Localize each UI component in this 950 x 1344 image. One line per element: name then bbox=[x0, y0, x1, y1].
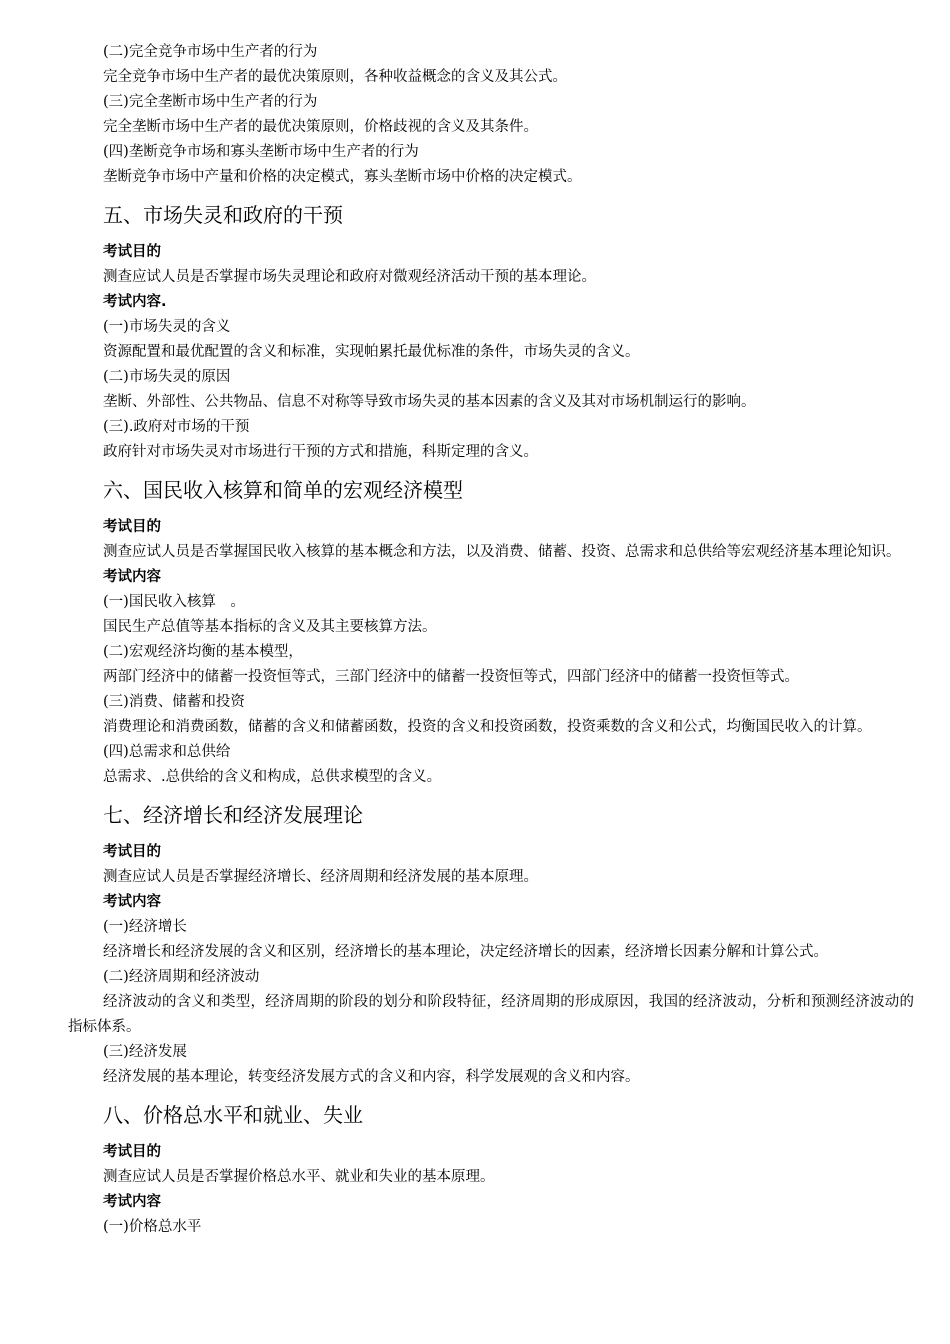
subsection-text: 总需求、.总供给的含义和构成，总供求模型的含义。 bbox=[103, 769, 442, 785]
subsection-text: 资源配置和最优配置的含义和标准，实现帕累托最优标准的条件，市场失灵的含义。 bbox=[103, 344, 640, 360]
subsection-heading: (四)总需求和总供给 bbox=[103, 744, 231, 760]
exam-purpose-text: 测查应试人员是否掌握价格总水平、就业和失业的基本原理。 bbox=[103, 1169, 495, 1185]
subsection-text: 消费理论和消费函数，储蓄的含义和储蓄函数，投资的含义和投资函数，投资乘数的含义和公式，均衡国民收入的计算。 bbox=[103, 719, 872, 735]
subsection-heading: (三)完全垄断市场中生产者的行为 bbox=[103, 94, 318, 110]
subsection-text: 经济波动的含义和类型，经济周期的阶段的划分和阶段特征，经济周期的形成原因，我国的经济波动，分析和预测经济波动的指标体系。 bbox=[68, 994, 914, 1035]
section-title-5: 五、市场失灵和政府的干预 bbox=[103, 203, 343, 227]
subsection-heading: (二)市场失灵的原因 bbox=[103, 369, 231, 385]
subsection-text: 两部门经济中的储蓄一投资恒等式，三部门经济中的储蓄一投资恒等式，四部门经济中的储蓄一投资恒等式。 bbox=[103, 669, 799, 685]
exam-purpose-label: 考试目的 bbox=[103, 1144, 161, 1160]
subsection-text: 完全竞争市场中生产者的最优决策原则，各种收益概念的含义及其公式。 bbox=[103, 69, 567, 85]
subsection-heading: (二)经济周期和经济波动 bbox=[103, 969, 260, 985]
subsection-heading: (三).政府对市场的干预 bbox=[103, 419, 250, 435]
exam-content-label: 考试内容 bbox=[103, 894, 161, 910]
subsection-text: 国民生产总值等基本指标的含义及其主要核算方法。 bbox=[103, 619, 437, 635]
subsection-heading: (二)宏观经济均衡的基本模型， bbox=[103, 644, 303, 660]
subsection-heading: (一)国民收入核算 。 bbox=[103, 594, 245, 610]
exam-purpose-label: 考试目的 bbox=[103, 519, 161, 535]
subsection-text: 完全垄断市场中生产者的最优决策原则，价格歧视的含义及其条件。 bbox=[103, 119, 538, 135]
exam-content-label: 考试内容 bbox=[103, 569, 161, 585]
subsection-heading: (二)完全竞争市场中生产者的行为 bbox=[103, 44, 318, 60]
exam-content-label: 考试内容 bbox=[103, 1194, 161, 1210]
subsection-heading: (一)经济增长 bbox=[103, 919, 187, 935]
subsection-text: 政府针对市场失灵对市场进行干预的方式和措施，科斯定理的含义。 bbox=[103, 444, 538, 460]
exam-purpose-label: 考试目的 bbox=[103, 244, 161, 260]
exam-purpose-text: 测查应试人员是否掌握国民收入核算的基本概念和方法，以及消费、储蓄、投资、总需求和总供给等宏观经济基本理论知识。 bbox=[103, 544, 901, 560]
exam-content-label: 考试内容. bbox=[103, 294, 167, 310]
document-page bbox=[0, 40, 950, 1240]
subsection-text: 经济增长和经济发展的含义和区别，经济增长的基本理论，决定经济增长的因素，经济增长因素分解和计算公式。 bbox=[103, 944, 828, 960]
exam-purpose-text: 测查应试人员是否掌握市场失灵理论和政府对微观经济活动干预的基本理论。 bbox=[103, 269, 596, 285]
section-title-6: 六、国民收入核算和简单的宏观经济模型 bbox=[103, 478, 463, 502]
subsection-text: 经济发展的基本理论，转变经济发展方式的含义和内容，科学发展观的含义和内容。 bbox=[103, 1069, 640, 1085]
subsection-heading: (三)消费、储蓄和投资 bbox=[103, 694, 245, 710]
subsection-text: 垄断、外部性、公共物品、信息不对称等导致市场失灵的基本因素的含义及其对市场机制运行的影响。 bbox=[103, 394, 756, 410]
exam-purpose-label: 考试目的 bbox=[103, 844, 161, 860]
section-title-8: 八、价格总水平和就业、失业 bbox=[103, 1103, 363, 1127]
subsection-heading: (四)垄断竞争市场和寡头垄断市场中生产者的行为 bbox=[103, 144, 419, 160]
subsection-heading: (三)经济发展 bbox=[103, 1044, 187, 1060]
subsection-text: 垄断竞争市场中产量和价格的决定模式，寡头垄断市场中价格的决定模式。 bbox=[103, 169, 582, 185]
section-title-7: 七、经济增长和经济发展理论 bbox=[103, 803, 363, 827]
exam-purpose-text: 测查应试人员是否掌握经济增长、经济周期和经济发展的基本原理。 bbox=[103, 869, 538, 885]
subsection-heading: (一)价格总水平 bbox=[103, 1219, 202, 1235]
subsection-heading: (一)市场失灵的含义 bbox=[103, 319, 231, 335]
